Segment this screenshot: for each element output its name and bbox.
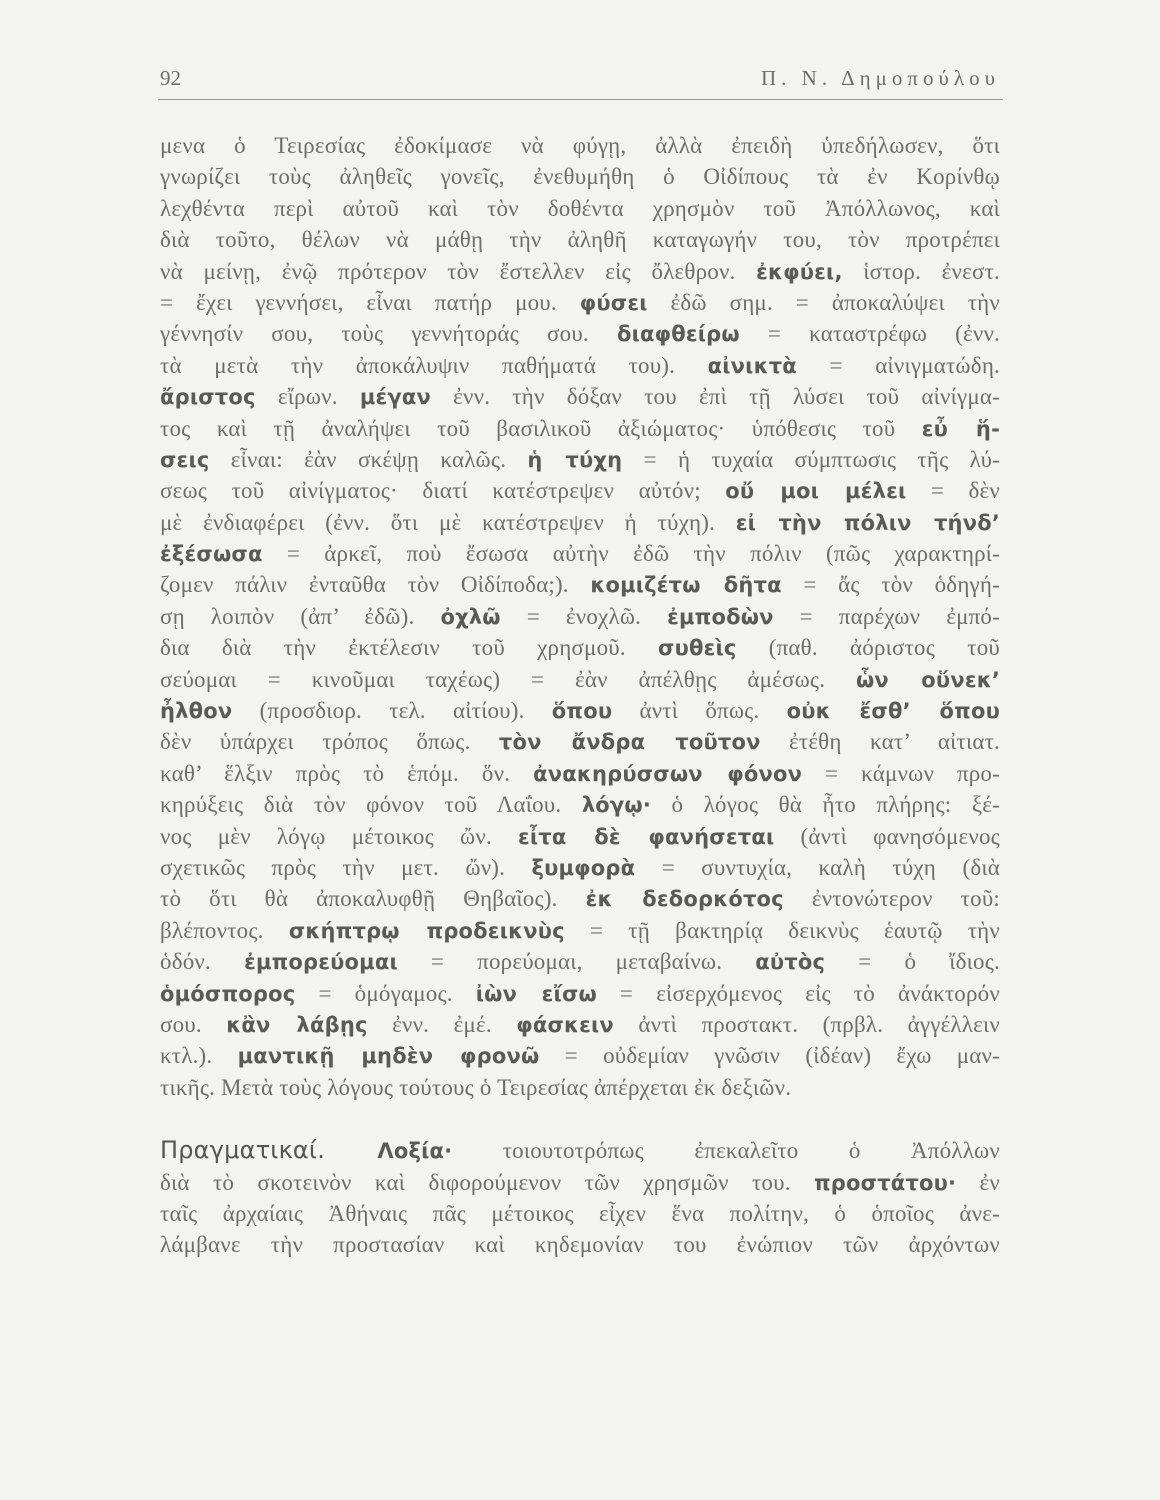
lemma: ὀχλῶ	[440, 604, 501, 629]
text-line	[160, 193, 1000, 224]
text-line	[160, 821, 1000, 852]
text-line	[160, 130, 1000, 161]
text-run: τὰ μετὰ τὴν ἀποκάλυψιν παθήματά του).	[160, 352, 708, 378]
text-run: ὁδόν.	[160, 949, 245, 975]
lemma: αἰνικτὰ	[707, 353, 797, 378]
lemma: ὁμόσπορος	[160, 981, 296, 1006]
text-run: σχετικῶς πρὸς τὴν μετ. ὤν).	[160, 854, 532, 880]
lemma: ἰὼν εἴσω	[475, 981, 597, 1006]
text-run: εἶναι: ἐὰν σκέψῃ καλῶς.	[209, 446, 528, 472]
text-run: ἐντονώτερον τοῦ:	[783, 886, 1000, 912]
text-run: ἀντὶ ὅπως.	[612, 698, 787, 724]
lemma: μαντικῇ μηδὲν φρονῶ	[237, 1044, 540, 1069]
text-line	[160, 538, 1000, 569]
text-run: = τῇ βακτηρίᾳ δεικνὺς ἑαυτῷ τὴν	[564, 917, 1000, 943]
text-run: = δὲν	[906, 478, 1000, 504]
text-line	[160, 978, 1000, 1009]
text-run: τοιουτοτρόπως ἐπεκαλεῖτο ὁ Ἀπόλλων	[452, 1138, 1000, 1164]
text-run: = ἔχει γεννήσει, εἶναι πατήρ μου.	[160, 289, 580, 315]
lemma: φάσκειν	[516, 1012, 614, 1037]
lemma: λόγῳ·	[581, 793, 652, 818]
text-line	[160, 224, 1000, 255]
text-run: διὰ τὸ σκοτεινὸν καὶ διφορούμενον τῶν χρησμῶν του.	[160, 1169, 814, 1195]
text-run: ἐδῶ σημ. = ἀποκαλύψει τὴν	[647, 289, 1000, 315]
text-run: ταῖς ἀρχαίαις Ἀθήναις πᾶς μέτοικος εἶχεν ἕνα πολίτην, ὁ ὁποῖος ἀνε-	[160, 1200, 1000, 1226]
running-head	[160, 66, 1000, 100]
lemma: προστάτου·	[813, 1170, 957, 1195]
text-line	[160, 381, 1000, 412]
text-run: δὲν ὑπάρχει τρόπος ὅπως.	[160, 729, 499, 755]
lemma: διαφθείρω	[616, 322, 740, 347]
text-line	[160, 883, 1000, 914]
text-run: = αἰνιγματώδη.	[796, 352, 1000, 378]
text-line	[160, 350, 1000, 381]
lemma: ἐμπορεύομαι	[244, 950, 398, 975]
lemma: οὔ μοι μέλει	[725, 479, 907, 504]
lemma: ξυμφορὰ	[531, 855, 636, 880]
text-run: = κάμνων προ-	[802, 760, 1000, 786]
lemma: ἄριστος	[160, 385, 256, 410]
text-run: κηρύξεις διὰ τὸν φόνον τοῦ Λαΐου.	[160, 792, 582, 818]
lemma: κἂν λάβῃς	[226, 1012, 368, 1037]
section-gap	[160, 1103, 1000, 1135]
text-run: ἀντὶ προστακτ. (πρβλ. ἀγγέλλειν	[613, 1011, 1000, 1037]
text-run: = ἄς τὸν ὁδηγή-	[781, 572, 1000, 598]
text-line	[160, 1167, 1000, 1198]
text-line	[160, 946, 1000, 977]
running-author: Π. Ν. Δημοπούλου	[761, 66, 1000, 90]
text-line	[160, 569, 1000, 600]
text-run: σου.	[160, 1011, 227, 1037]
text-run: κτλ.).	[160, 1043, 238, 1069]
text-run: (παθ. ἀόριστος τοῦ	[736, 635, 1000, 661]
text-run: τὸ ὅτι θὰ ἀποκαλυφθῇ Θηβαῖος).	[160, 886, 586, 912]
text-run: ἱστορ. ἐνεστ.	[842, 258, 1000, 284]
text-run: = συντυχία, καλὴ τύχη (διὰ	[635, 854, 1000, 880]
text-run: λάμβανε τὴν προστασίαν καὶ κηδεμονίαν του ἐνώπιον τῶν ἀρχόντων	[160, 1232, 1000, 1258]
text-line	[160, 726, 1000, 757]
lemma: οὐκ ἔσθ’ ὅπου	[786, 699, 1001, 724]
text-line	[160, 413, 1000, 444]
text-run: γέννησίν σου, τοὺς γεννήτοράς σου.	[160, 321, 617, 347]
lemma: σκήπτρῳ προδεικνὺς	[288, 918, 565, 943]
text-run: = παρέχων ἐμπό-	[773, 603, 1000, 629]
text-line	[160, 475, 1000, 506]
text-run: σῃ λοιπὸν (ἀπ’ ἐδῶ).	[160, 603, 441, 629]
lemma: ἦλθον	[160, 699, 233, 724]
text-run: νος μὲν λόγῳ μέτοικος ὤν.	[160, 823, 519, 849]
text-run: σεύομαι = κινοῦμαι ταχέως) = ἐὰν ἀπέλθῃς ἀμέσως.	[160, 666, 856, 692]
lemma: ἐκφύει,	[756, 259, 843, 284]
text-run: ἐν	[956, 1169, 1000, 1195]
text-run: = καταστρέφω (ἐνν.	[739, 321, 1000, 347]
text-line	[160, 256, 1000, 287]
lemma: ἡ τύχη	[527, 447, 623, 472]
lemma: τὸν ἄνδρα τοῦτον	[498, 730, 761, 755]
header-rule	[158, 99, 1003, 100]
text-line	[160, 1040, 1000, 1071]
text-line	[160, 507, 1000, 538]
text-run: ζομεν πάλιν ἐνταῦθα τὸν Οἰδίποδα;).	[160, 572, 591, 598]
lemma: εἶτα δὲ φανήσεται	[518, 824, 775, 849]
text-run: = ὁ ἴδιος.	[825, 949, 1001, 975]
text-run: = ἐνοχλῶ.	[500, 603, 668, 629]
text-run: μενα ὁ Τειρεσίας ἐδοκίμασε νὰ φύγῃ, ἀλλὰ ἐπειδὴ ὑπεδήλωσεν, ὅτι	[160, 133, 1000, 158]
text-run: = πορεύομαι, μεταβαίνω.	[397, 949, 756, 975]
text-run: = εἰσερχόμενος εἰς τὸ ἀνάκτορόν	[596, 980, 1000, 1006]
text-run: τος καὶ τῇ ἀναλήψει τοῦ βασιλικοῦ ἀξιώματος· ὑπόθεσις τοῦ	[160, 415, 922, 441]
realia-block	[160, 1135, 1000, 1261]
text-run: ἐτέθη κατ’ αἰτιατ.	[760, 729, 1001, 755]
lemma: ἐμποδὼν	[667, 604, 774, 629]
lemma: φύσει	[579, 290, 648, 315]
lemma: ἐξέσωσα	[160, 542, 263, 567]
lemma: κομιζέτω δῆτα	[590, 573, 782, 598]
text-run: καθ’ ἕλξιν πρὸς τὸ ἑπόμ. ὅν.	[160, 760, 534, 786]
lemma: αὐτὸς	[755, 950, 826, 975]
text-line	[160, 789, 1000, 820]
text-line	[160, 758, 1000, 789]
page-number: 92	[160, 66, 181, 90]
text-run: (ἀντὶ φανησόμενος	[774, 823, 1000, 849]
text-line	[160, 852, 1000, 883]
body-text	[160, 130, 1000, 1261]
text-run: διὰ τοῦτο, θέλων νὰ μάθῃ τὴν ἀληθῆ καταγωγήν του, τὸν προτρέπει	[160, 227, 1000, 253]
text-line	[160, 664, 1000, 695]
text-run: τικῆς. Μετὰ τοὺς λόγους τούτους ὁ Τειρεσίας ἀπέρχεται ἐκ δεξιῶν.	[160, 1074, 792, 1100]
lemma: συθεὶς	[658, 636, 737, 661]
text-line	[160, 915, 1000, 946]
lemma: ὧν οὕνεκ’	[855, 667, 1001, 692]
text-line	[160, 601, 1000, 632]
text-line	[160, 632, 1000, 663]
text-run: = οὐδεμίαν γνῶσιν (ἰδέαν) ἔχω μαν-	[539, 1043, 1001, 1069]
text-line	[160, 161, 1000, 192]
text-run: = ἀρκεῖ, ποὺ ἔσωσα αὐτὴν ἐδῶ τὴν πόλιν (πῶς χαρακτηρί-	[262, 541, 1000, 567]
lemma: ἀνακηρύσσων φόνον	[533, 761, 803, 786]
text-line	[160, 318, 1000, 349]
text-line	[160, 444, 1000, 475]
text-line	[160, 1072, 1000, 1103]
text-run: = ὁμόγαμος.	[295, 980, 476, 1006]
lemma: σεις	[160, 447, 210, 472]
lemma: μέγαν	[359, 385, 431, 410]
text-run: βλέποντος.	[160, 917, 289, 943]
text-run: νὰ μείνῃ, ἐνῷ πρότερον τὸν ἔστελλεν εἰς ὄλεθρον.	[160, 258, 757, 284]
text-line	[160, 1198, 1000, 1229]
text-run: δια διὰ τὴν ἐκτέλεσιν τοῦ χρησμοῦ.	[160, 635, 659, 661]
text-run: (προσδιορ. τελ. αἰτίου).	[232, 698, 552, 724]
lemma: ἐκ δεδορκότος	[585, 887, 784, 912]
text-run: γνωρίζει τοὺς ἀληθεῖς γονεῖς, ἐνεθυμήθη ὁ Οἰδίπους τὰ ἐν Κορίνθῳ	[160, 164, 1000, 190]
commentary-block	[160, 130, 1000, 1103]
lemma: εὖ ἥ-	[921, 416, 1000, 441]
text-line	[160, 287, 1000, 318]
text-run: = ἡ τυχαία σύμπτωσις τῆς λύ-	[622, 446, 1001, 472]
text-line	[160, 695, 1000, 726]
text-run: εἴρων.	[255, 384, 360, 410]
text-run: ἐνν. τὴν δόξαν του ἐπὶ τῇ λύσει τοῦ αἰνίγμα-	[431, 384, 1001, 410]
text-line	[160, 1009, 1000, 1040]
text-run: ἐνν. ἐμέ.	[367, 1011, 517, 1037]
text-run: λεχθέντα περὶ αὐτοῦ καὶ τὸν δοθέντα χρησμὸν τοῦ Ἀπόλλωνος, καὶ	[160, 195, 1000, 221]
lemma: Λοξία·	[377, 1139, 453, 1164]
lemma: ὅπου	[551, 699, 613, 724]
text-run: σεως τοῦ αἰνίγματος· διατί κατέστρεψεν αὐτόν;	[160, 478, 726, 504]
text-run: μὲ ἐνδιαφέρει (ἐνν. ὅτι μὲ κατέστρεψεν ἡ τύχη).	[160, 509, 736, 535]
text-line	[160, 1135, 1000, 1166]
lemma: εἰ τὴν πόλιν τήνδ’	[735, 510, 1000, 535]
section-heading: Πραγματικαί.	[160, 1136, 378, 1165]
text-line	[160, 1229, 1000, 1260]
text-run: ὁ λόγος θὰ ἦτο πλήρης: ξέ-	[651, 792, 1000, 818]
